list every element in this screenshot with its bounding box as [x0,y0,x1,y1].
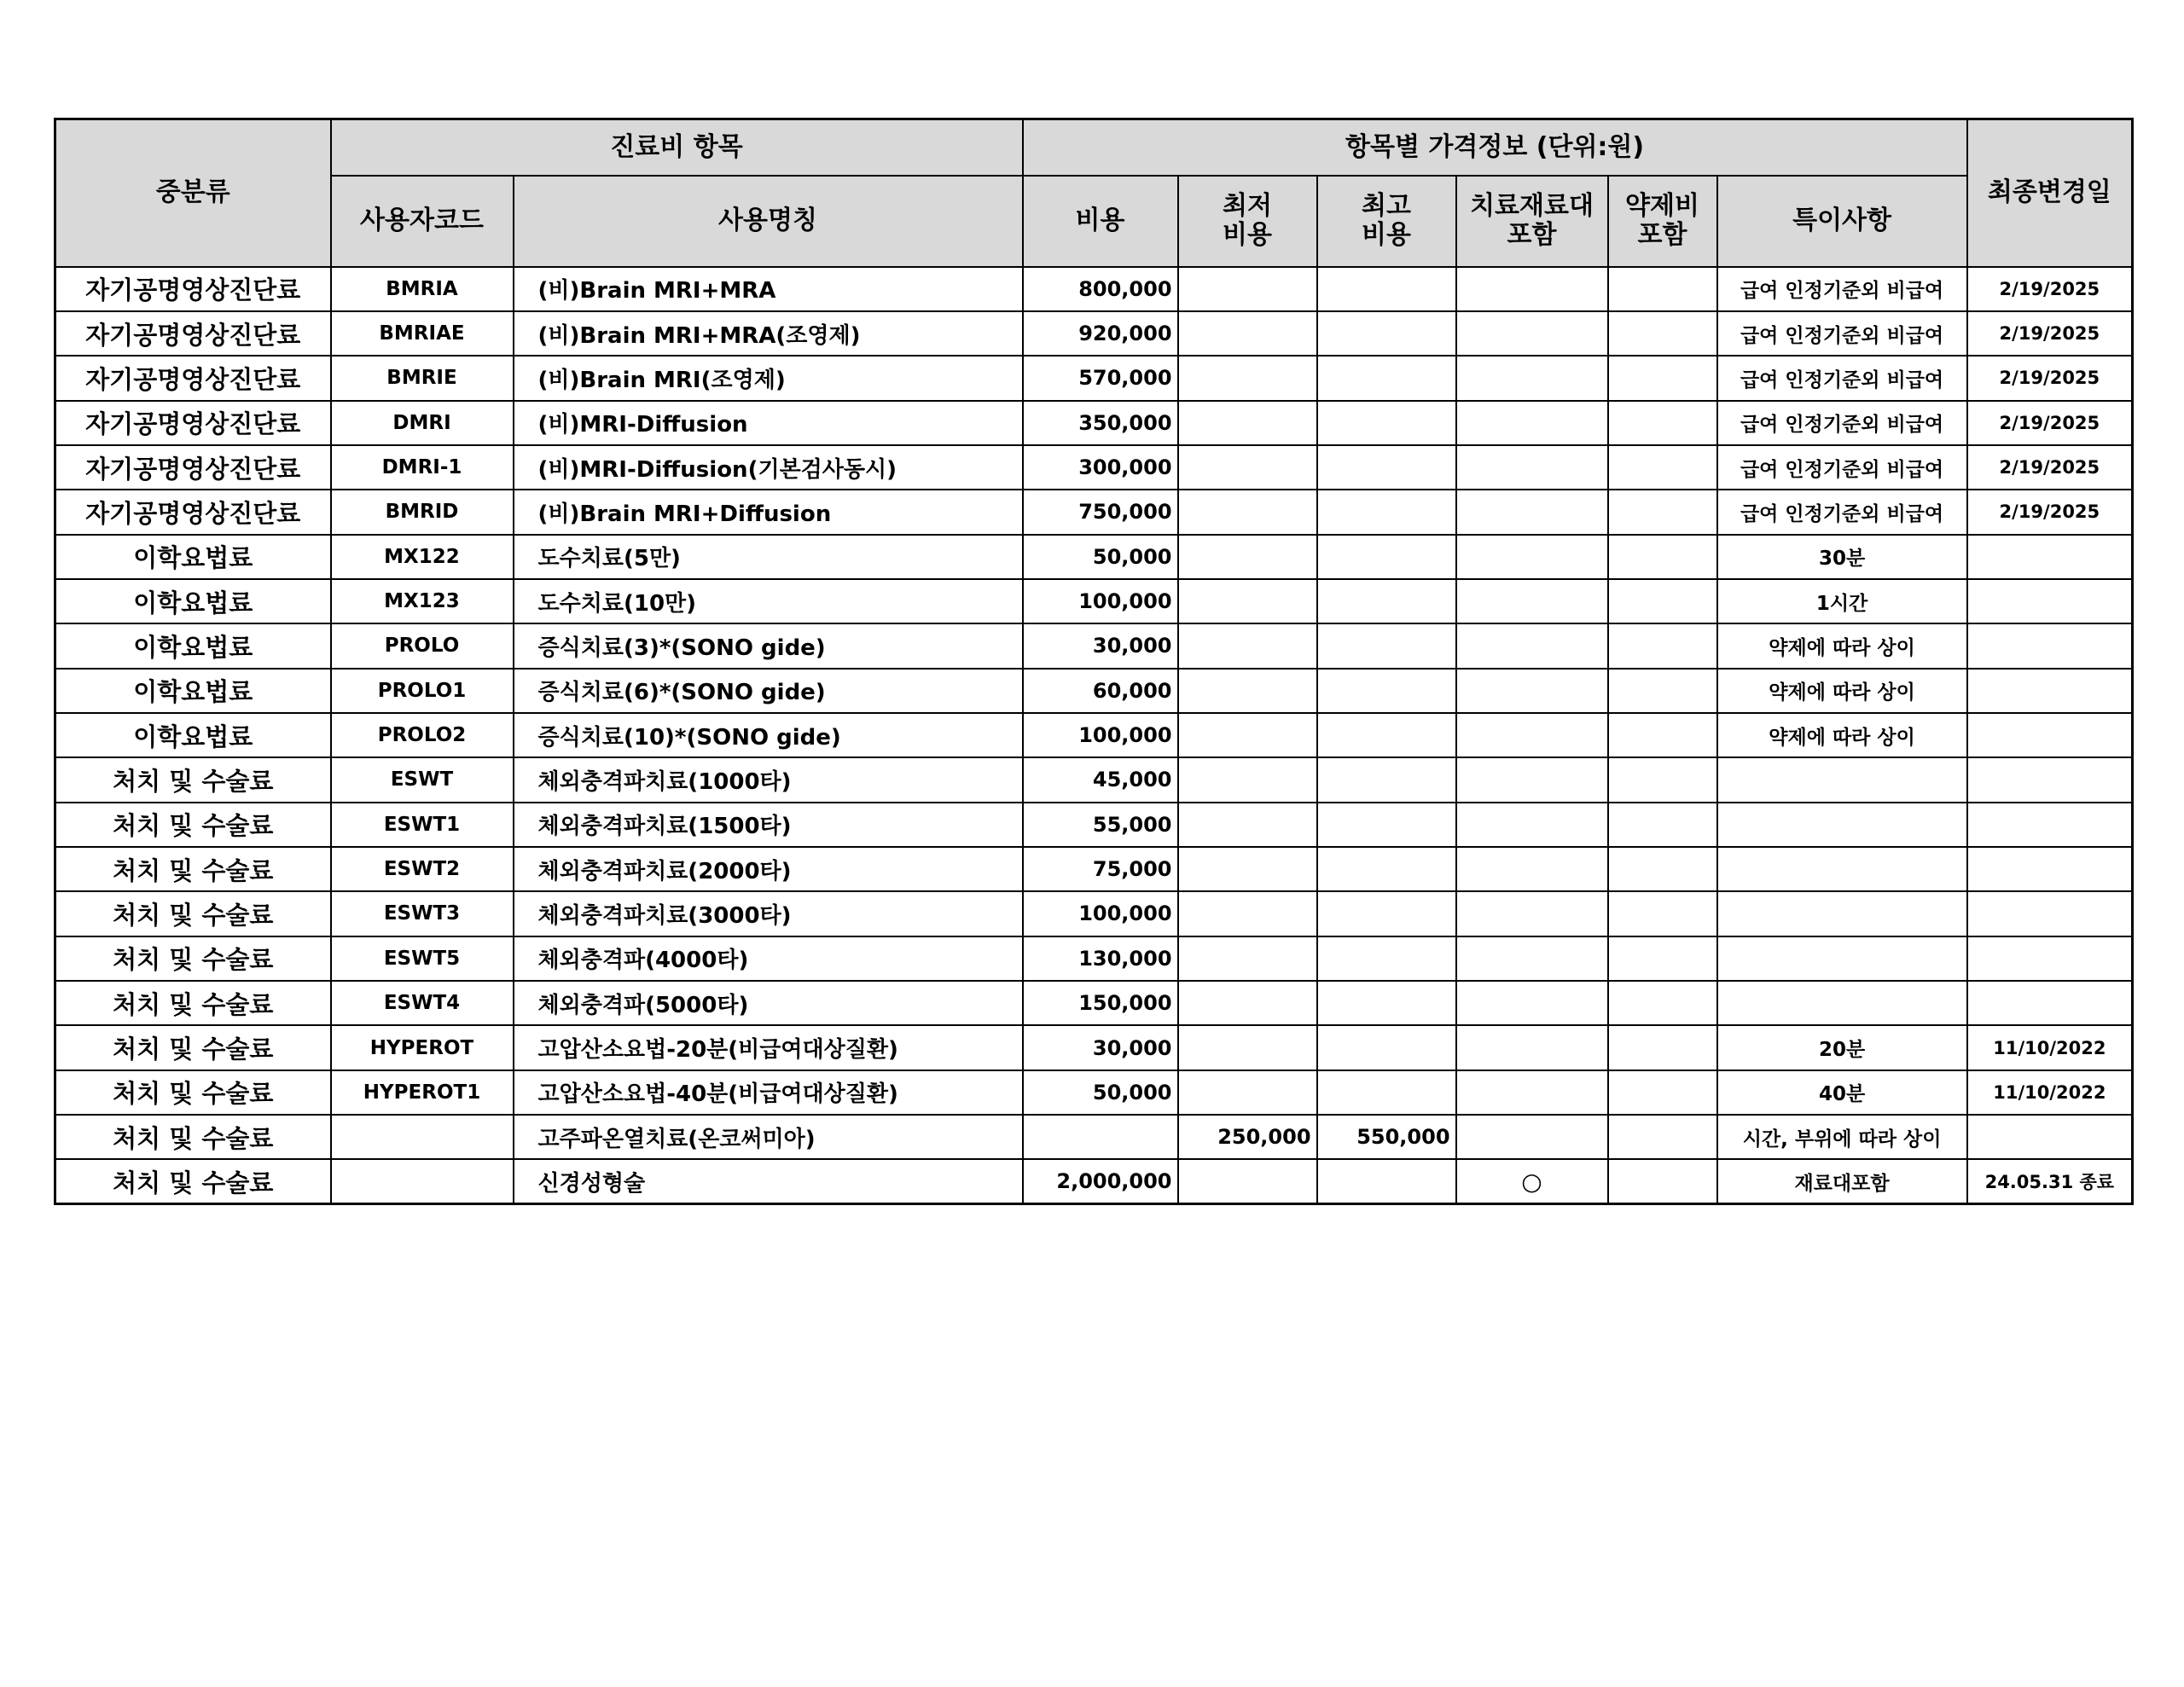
cell-category: 처치 및 수술료 [55,891,331,936]
table-row [55,356,2133,400]
cell-user-code: BMRID [331,490,514,534]
cell-user-name: 고압산소요법-40분(비급여대상질환) [514,1070,1023,1115]
cell-drug-included [1608,401,1717,445]
table-row [55,401,2133,445]
cell-remarks: 40분 [1717,1070,1967,1115]
cell-material-included [1456,445,1608,490]
cell-material-included [1456,535,1608,579]
cell-material-included [1456,311,1608,356]
cell-drug-included [1608,803,1717,847]
cell-category: 자기공명영상진단료 [55,445,331,490]
cell-remarks: 급여 인정기준외 비급여 [1717,267,1967,311]
header-min-cost: 최저 비용 [1178,176,1317,267]
cell-category: 처치 및 수술료 [55,1159,331,1203]
header-row-2 [55,176,2133,267]
cell-cost: 30,000 [1023,1025,1178,1070]
cell-last-modified: 2/19/2025 [1967,490,2133,534]
cell-remarks: 약제에 따라 상이 [1717,713,1967,757]
cell-category: 처치 및 수술료 [55,1070,331,1115]
cell-user-code [331,1115,514,1159]
table-header [55,119,2133,267]
cell-max-cost [1317,1159,1456,1203]
cell-category: 처치 및 수술료 [55,981,331,1025]
header-drug-included: 약제비 포함 [1608,176,1717,267]
cell-drug-included [1608,623,1717,668]
cell-material-included: ○ [1456,1159,1608,1203]
cell-user-name: 신경성형술 [514,1159,1023,1203]
cell-material-included [1456,623,1608,668]
cell-max-cost [1317,713,1456,757]
fee-table [54,118,2134,1205]
cell-last-modified [1967,669,2133,713]
cell-category: 이학요법료 [55,669,331,713]
cell-category: 처치 및 수술료 [55,936,331,981]
table-row [55,847,2133,891]
cell-user-code: MX123 [331,579,514,623]
cell-min-cost [1178,891,1317,936]
cell-drug-included [1608,535,1717,579]
cell-drug-included [1608,757,1717,802]
cell-max-cost [1317,535,1456,579]
cell-drug-included [1608,1159,1717,1203]
cell-drug-included [1608,579,1717,623]
cell-remarks [1717,981,1967,1025]
cell-max-cost [1317,669,1456,713]
table-row [55,669,2133,713]
cell-min-cost [1178,445,1317,490]
cell-drug-included [1608,1025,1717,1070]
cell-material-included [1456,1115,1608,1159]
cell-drug-included [1608,445,1717,490]
cell-last-modified: 24.05.31 종료 [1967,1159,2133,1203]
cell-user-name: (비)Brain MRI+MRA [514,267,1023,311]
cell-drug-included [1608,356,1717,400]
cell-user-code: HYPEROT1 [331,1070,514,1115]
cell-material-included [1456,981,1608,1025]
cell-category: 이학요법료 [55,713,331,757]
cell-drug-included [1608,847,1717,891]
cell-user-code: HYPEROT [331,1025,514,1070]
table-row [55,1115,2133,1159]
cell-min-cost [1178,847,1317,891]
cell-remarks: 급여 인정기준외 비급여 [1717,445,1967,490]
cell-category: 자기공명영상진단료 [55,490,331,534]
cell-remarks [1717,936,1967,981]
cell-last-modified [1967,936,2133,981]
cell-user-name: (비)MRI-Diffusion(기본검사동시) [514,445,1023,490]
cell-user-name: 증식치료(6)*(SONO gide) [514,669,1023,713]
cell-material-included [1456,669,1608,713]
cell-max-cost [1317,445,1456,490]
cell-cost: 130,000 [1023,936,1178,981]
cell-last-modified [1967,623,2133,668]
cell-user-code: ESWT2 [331,847,514,891]
cell-material-included [1456,579,1608,623]
cell-user-name: 체외충격파치료(1000타) [514,757,1023,802]
cell-cost: 45,000 [1023,757,1178,802]
cell-user-name: 고압산소요법-20분(비급여대상질환) [514,1025,1023,1070]
cell-user-code: ESWT1 [331,803,514,847]
table-body [55,267,2133,1204]
cell-material-included [1456,757,1608,802]
cell-min-cost [1178,669,1317,713]
cell-max-cost [1317,623,1456,668]
cell-min-cost [1178,936,1317,981]
cell-user-name: 증식치료(3)*(SONO gide) [514,623,1023,668]
cell-drug-included [1608,311,1717,356]
header-price-info-group: 항목별 가격정보 (단위:원) [1023,119,1967,176]
table-row [55,1025,2133,1070]
cell-user-name: 체외충격파치료(2000타) [514,847,1023,891]
table-row [55,981,2133,1025]
cell-material-included [1456,847,1608,891]
cell-remarks: 1시간 [1717,579,1967,623]
cell-category: 처치 및 수술료 [55,1115,331,1159]
cell-remarks: 30분 [1717,535,1967,579]
cell-last-modified: 2/19/2025 [1967,401,2133,445]
header-user-name: 사용명칭 [514,176,1023,267]
table-row [55,891,2133,936]
cell-cost: 50,000 [1023,535,1178,579]
table-row [55,1159,2133,1203]
cell-min-cost [1178,535,1317,579]
cell-last-modified: 2/19/2025 [1967,356,2133,400]
cell-remarks [1717,891,1967,936]
cell-material-included [1456,490,1608,534]
cell-material-included [1456,803,1608,847]
cell-min-cost [1178,490,1317,534]
cell-drug-included [1608,1070,1717,1115]
cell-user-code: PROLO [331,623,514,668]
cell-min-cost [1178,981,1317,1025]
cell-cost: 75,000 [1023,847,1178,891]
cell-last-modified [1967,803,2133,847]
cell-max-cost [1317,579,1456,623]
table-row [55,267,2133,311]
header-cost: 비용 [1023,176,1178,267]
table-row [55,579,2133,623]
cell-category: 이학요법료 [55,579,331,623]
cell-user-name: 체외충격파치료(3000타) [514,891,1023,936]
cell-cost: 350,000 [1023,401,1178,445]
cell-drug-included [1608,1115,1717,1159]
cell-cost: 50,000 [1023,1070,1178,1115]
cell-category: 처치 및 수술료 [55,847,331,891]
cell-remarks [1717,803,1967,847]
cell-last-modified: 11/10/2022 [1967,1025,2133,1070]
cell-last-modified [1967,535,2133,579]
cell-remarks: 약제에 따라 상이 [1717,623,1967,668]
cell-max-cost [1317,311,1456,356]
cell-min-cost [1178,267,1317,311]
cell-category: 처치 및 수술료 [55,757,331,802]
cell-max-cost [1317,757,1456,802]
cell-max-cost: 550,000 [1317,1115,1456,1159]
cell-last-modified [1967,1115,2133,1159]
cell-last-modified [1967,981,2133,1025]
cell-material-included [1456,936,1608,981]
cell-cost: 2,000,000 [1023,1159,1178,1203]
cell-max-cost [1317,936,1456,981]
header-remarks: 특이사항 [1717,176,1967,267]
cell-material-included [1456,401,1608,445]
cell-cost: 750,000 [1023,490,1178,534]
cell-remarks: 약제에 따라 상이 [1717,669,1967,713]
cell-min-cost [1178,401,1317,445]
cell-max-cost [1317,490,1456,534]
cell-last-modified: 11/10/2022 [1967,1070,2133,1115]
cell-cost: 100,000 [1023,579,1178,623]
cell-remarks: 시간, 부위에 따라 상이 [1717,1115,1967,1159]
cell-last-modified: 2/19/2025 [1967,311,2133,356]
cell-user-name: (비)MRI-Diffusion [514,401,1023,445]
cell-drug-included [1608,981,1717,1025]
cell-category: 자기공명영상진단료 [55,311,331,356]
cell-category: 처치 및 수술료 [55,1025,331,1070]
cell-max-cost [1317,847,1456,891]
header-last-modified: 최종변경일 [1967,119,2133,267]
cell-user-name: 고주파온열치료(온코써미아) [514,1115,1023,1159]
cell-max-cost [1317,981,1456,1025]
table-row [55,757,2133,802]
header-fee-item-group: 진료비 항목 [331,119,1023,176]
cell-remarks: 급여 인정기준외 비급여 [1717,356,1967,400]
cell-last-modified [1967,891,2133,936]
cell-max-cost [1317,401,1456,445]
cell-user-name: 증식치료(10)*(SONO gide) [514,713,1023,757]
cell-category: 자기공명영상진단료 [55,267,331,311]
cell-user-name: 도수치료(10만) [514,579,1023,623]
cell-max-cost [1317,356,1456,400]
cell-drug-included [1608,936,1717,981]
cell-drug-included [1608,490,1717,534]
cell-min-cost [1178,1159,1317,1203]
table-row [55,713,2133,757]
cell-material-included [1456,1025,1608,1070]
cell-user-name: 체외충격파치료(1500타) [514,803,1023,847]
cell-max-cost [1317,1025,1456,1070]
cell-user-name: (비)Brain MRI+Diffusion [514,490,1023,534]
cell-user-code: BMRIAE [331,311,514,356]
cell-cost: 30,000 [1023,623,1178,668]
cell-remarks [1717,847,1967,891]
cell-cost: 55,000 [1023,803,1178,847]
cell-drug-included [1608,891,1717,936]
cell-last-modified [1967,713,2133,757]
table-row [55,623,2133,668]
cell-user-name: 체외충격파(5000타) [514,981,1023,1025]
cell-remarks: 급여 인정기준외 비급여 [1717,311,1967,356]
cell-category: 이학요법료 [55,535,331,579]
cell-category: 자기공명영상진단료 [55,401,331,445]
header-material-included: 치료재료대 포함 [1456,176,1608,267]
cell-user-name: (비)Brain MRI+MRA(조영제) [514,311,1023,356]
cell-min-cost: 250,000 [1178,1115,1317,1159]
cell-min-cost [1178,623,1317,668]
table-row [55,803,2133,847]
cell-remarks: 급여 인정기준외 비급여 [1717,490,1967,534]
cell-cost: 100,000 [1023,713,1178,757]
cell-remarks: 급여 인정기준외 비급여 [1717,401,1967,445]
cell-cost: 150,000 [1023,981,1178,1025]
cell-material-included [1456,891,1608,936]
cell-min-cost [1178,757,1317,802]
cell-category: 처치 및 수술료 [55,803,331,847]
cell-last-modified [1967,757,2133,802]
cell-cost: 100,000 [1023,891,1178,936]
cell-max-cost [1317,1070,1456,1115]
cell-drug-included [1608,669,1717,713]
cell-last-modified [1967,579,2133,623]
cell-category: 이학요법료 [55,623,331,668]
cell-cost: 300,000 [1023,445,1178,490]
cell-min-cost [1178,1070,1317,1115]
cell-user-code: DMRI-1 [331,445,514,490]
cell-user-name: (비)Brain MRI(조영제) [514,356,1023,400]
cell-drug-included [1608,713,1717,757]
header-user-code: 사용자코드 [331,176,514,267]
header-row-1 [55,119,2133,176]
cell-min-cost [1178,803,1317,847]
cell-user-code: ESWT [331,757,514,802]
cell-material-included [1456,713,1608,757]
cell-user-code: ESWT3 [331,891,514,936]
cell-last-modified: 2/19/2025 [1967,267,2133,311]
table-row [55,311,2133,356]
cell-material-included [1456,356,1608,400]
cell-user-code: ESWT4 [331,981,514,1025]
cell-cost: 920,000 [1023,311,1178,356]
cell-remarks [1717,757,1967,802]
cell-last-modified: 2/19/2025 [1967,445,2133,490]
table-row [55,445,2133,490]
cell-user-code: DMRI [331,401,514,445]
cell-cost: 800,000 [1023,267,1178,311]
cell-cost: 60,000 [1023,669,1178,713]
cell-cost: 570,000 [1023,356,1178,400]
cell-max-cost [1317,267,1456,311]
table-row [55,535,2133,579]
cell-min-cost [1178,579,1317,623]
cell-min-cost [1178,356,1317,400]
cell-last-modified [1967,847,2133,891]
cell-user-code: PROLO2 [331,713,514,757]
cell-user-code [331,1159,514,1203]
cell-max-cost [1317,891,1456,936]
cell-material-included [1456,267,1608,311]
cell-material-included [1456,1070,1608,1115]
cell-user-code: PROLO1 [331,669,514,713]
header-max-cost: 최고 비용 [1317,176,1456,267]
cell-user-name: 도수치료(5만) [514,535,1023,579]
cell-user-name: 체외충격파(4000타) [514,936,1023,981]
cell-cost [1023,1115,1178,1159]
table-row [55,490,2133,534]
cell-user-code: BMRIA [331,267,514,311]
cell-min-cost [1178,1025,1317,1070]
cell-max-cost [1317,803,1456,847]
cell-min-cost [1178,311,1317,356]
table-row [55,1070,2133,1115]
cell-user-code: ESWT5 [331,936,514,981]
table-row [55,936,2133,981]
cell-remarks: 재료대포함 [1717,1159,1967,1203]
cell-user-code: BMRIE [331,356,514,400]
cell-drug-included [1608,267,1717,311]
header-category: 중분류 [55,119,331,267]
cell-user-code: MX122 [331,535,514,579]
cell-min-cost [1178,713,1317,757]
cell-remarks: 20분 [1717,1025,1967,1070]
cell-category: 자기공명영상진단료 [55,356,331,400]
